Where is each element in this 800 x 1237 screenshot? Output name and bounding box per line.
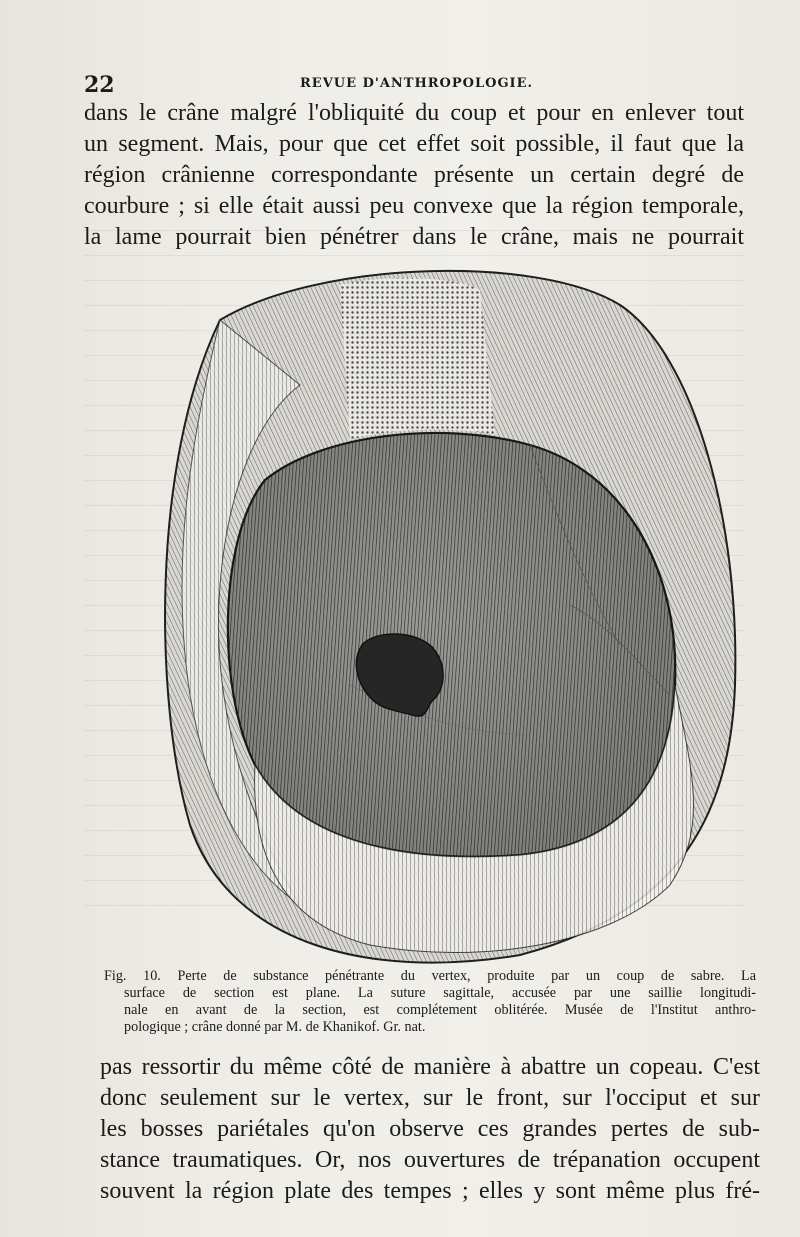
text-line: souvent la région plate des tempes ; elles y sont même plus fré- [100,1178,760,1204]
text-line: donc seulement sur le vertex, sur le front, sur l'occiput et sur [100,1085,760,1111]
page-number: 22 [84,72,115,98]
text-line: la lame pourrait bien pénétrer dans le crâne, mais ne pourrait [84,224,744,250]
text-line: pas ressortir du même côté de manière à abattre un copeau. C'est [100,1054,760,1080]
caption-line: Fig. 10. Perte de substance pénétrante du vertex, produite par un coup de sabre. La [104,968,756,984]
sagittal-ridge [340,278,495,440]
text-line: courbure ; si elle était aussi peu convexe que la région temporale, [84,193,744,219]
text-line: un segment. Mais, pour que cet effet soit possible, il faut que la [84,131,744,157]
caption-line: surface de section est plane. La suture sagittale, accusée par une saillie longitudi- [124,985,756,1001]
text-line: région crânienne correspondante présente un certain degré de [84,162,744,188]
skull-engraving-figure [150,265,740,965]
running-head: REVUE D'ANTHROPOLOGIE. [300,76,534,91]
caption-line: pologique ; crâne donné par M. de Khanikof. Gr. nat. [124,1019,426,1035]
text-line: stance traumatiques. Or, nos ouvertures de trépanation occupent [100,1147,760,1173]
text-line: les bosses pariétales qu'on observe ces grandes pertes de sub- [100,1116,760,1142]
body-text-bottom [100,1052,760,1207]
text-line: dans le crâne malgré l'obliquité du coup et pour en enlever tout [84,100,744,126]
figure-caption [104,968,756,1036]
caption-line: nale en avant de la section, est complétement oblitérée. Musée de l'Institut anthro- [124,1002,756,1018]
